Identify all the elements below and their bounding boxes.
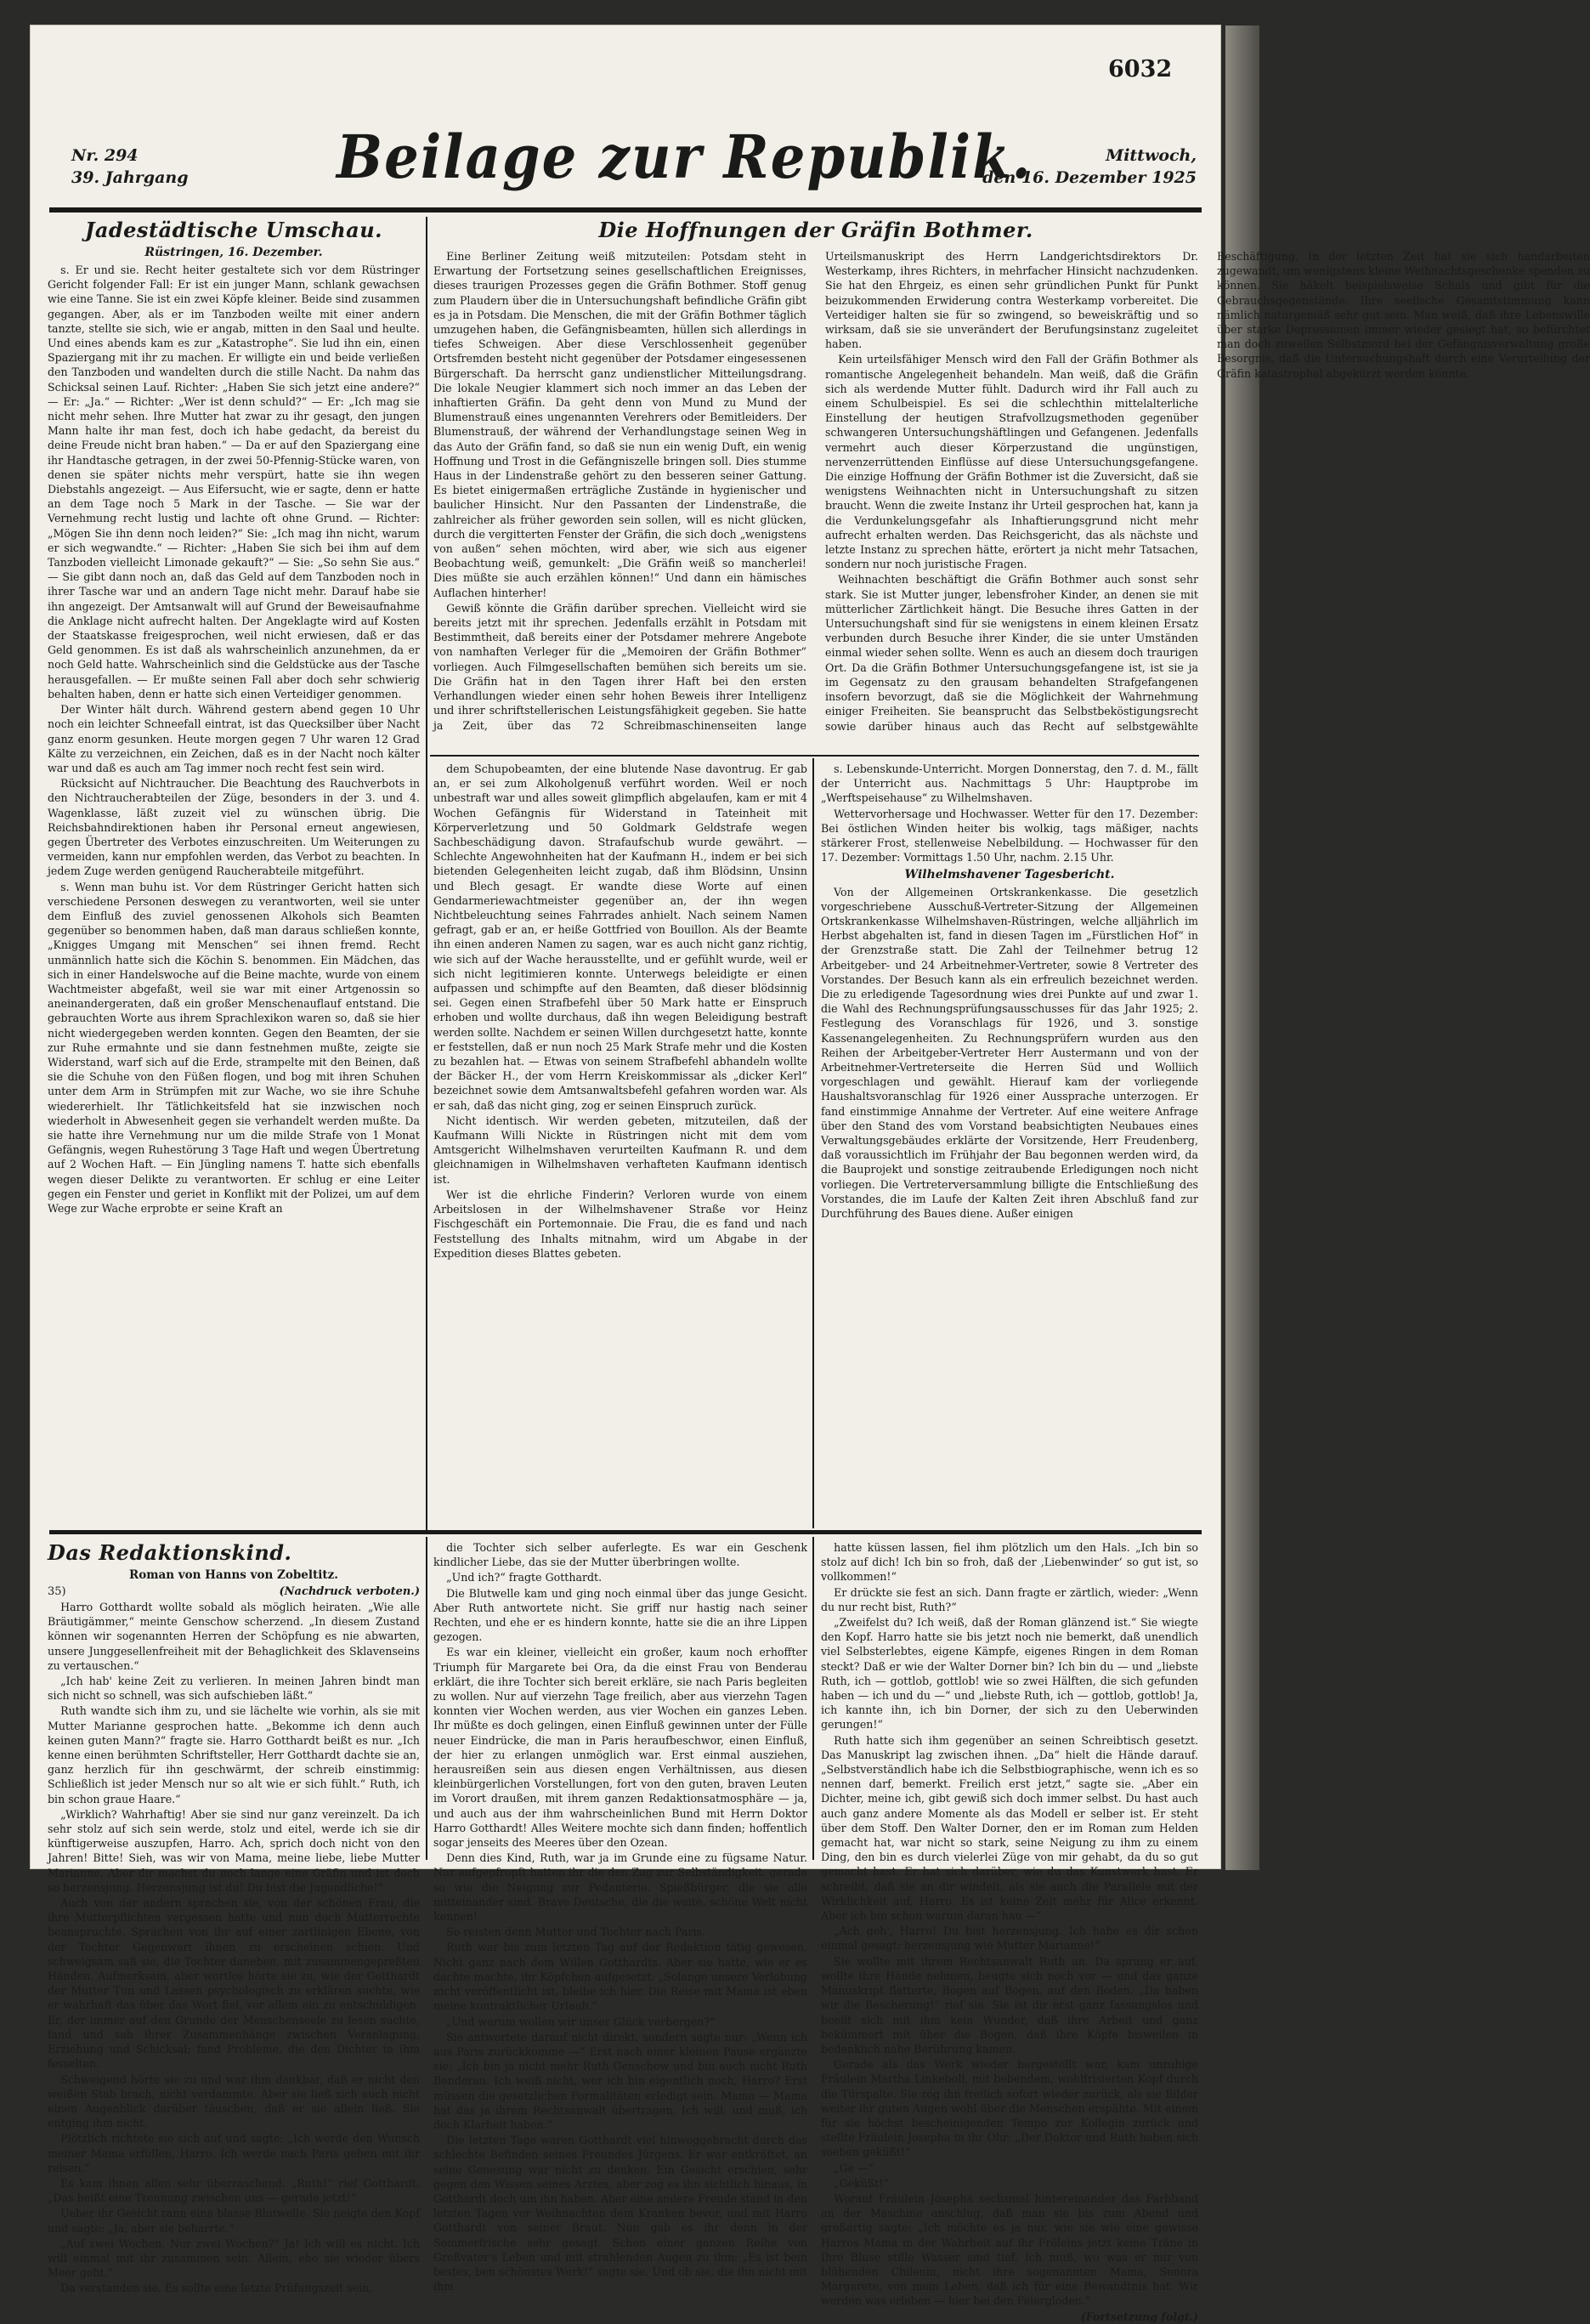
newspaper-title: Beilage zur Republik. xyxy=(337,122,1033,193)
umschau-article xyxy=(48,218,420,1527)
roman-paragraph: Gerade als das Werk wieder hergestellt war, kam unruhige Fräulein Martha Linkeboll, mit bebendem, wohlfrisierten Kopf durch die Türspalte. Sie zog ihn freilich sofort wieder zurück, als sie Bilder weiter ihr guten Augen wohl über die Menschen erspähte. Mit einem für sie höchst bescheinigenden Tempo zur Kollegin zurück und stellte Fräulein Josepha in ihr Ohr: „Der Doktor und Ruth haben sich soeben geküßt!“ xyxy=(821,2058,1198,2159)
roman-paragraph: Ruth wandte sich ihm zu, und sie lächelte wie vorhin, als sie mit Mutter Marianne gesprochen hatte. „Bekomme ich denn auch keinen guten Mann?“ fragte sie. Harro Gotthardt beißt es nur. „Ich kenne einen berühmten Schriftsteller, Herr Gotthardt dachte sie an, ganz herzlich für ihn geschwärmt, der schreib einstimmig: Schließlich ist jeder Mensch nur so alt wie er sich fühlt.“ Ruth, ich bin schon graue Haare.“ xyxy=(48,1704,420,1805)
graefin-columns xyxy=(433,249,1590,742)
roman-author: Roman von Hanns von Zobeltitz. xyxy=(129,1568,338,1582)
masthead-issue xyxy=(71,145,189,189)
masthead xyxy=(31,119,1220,213)
date: den 16. Dezember 1925 xyxy=(982,168,1197,187)
roman-paragraph: „Ich hab' keine Zeit zu verlieren. In meinen Jahren bindt man sich nicht so schnell, was sich aufschieben läßt.“ xyxy=(48,1675,420,1703)
reprint-note: (Nachdruck verboten.) xyxy=(279,1585,420,1598)
newspaper-page xyxy=(31,26,1590,2323)
umschau-paragraph: s. Er und sie. Recht heiter gestaltete sich vor dem Rüstringer Gericht folgender Fall: Er ist ein junger Mann, schlank gewachsen wie eine Tanne. Sie ist ein zwei Köpfe kleiner. Beide sind zusammen gegangen. Aber, als er im Tanzboden weilte mit einer andern tanzte, stellte sie sich, wie er angab, mitten in den Saal und heulte. Und eines abends kam es zur „Katastrophe“. Sie lud ihn ein, einen Spaziergang mit ihr zu machen. Er willigte ein und beide verließen den Tanzboden und wandelten durch die stille Nacht. Da nahm das Schicksal seinen Lauf. Richter: „Haben Sie sich jetzt eine andere?“ — Er: „Ja.“ — Richter: „Wer ist denn schuld?“ — Er: „Ich mag sie nicht mehr sehen. Ihre Mutter hat zwar zu ihr gesagt, den jungen Mann halte ihr man fest, doch ich habe gedacht, da bereist du deine Freude nicht bran haben.“ — Da er auf den Spaziergang eine ihr Handtasche getragen, in der zwei 50-Pfennig-Stücke waren, von denen sie später nichts mehr verspürt, hatte sie ihn wegen Diebstahls angezeigt. — Aus Eifersucht, wie er sagte, denn er hatte an dem Tage noch 5 Mark in der Tasche. — Sie war der Vernehmung recht lustig und lachte oft ohne Grund. — Richter: „Mögen Sie ihn denn noch leiden?“ Sie: „Ich mag ihn nicht, warum er sich wegwandte.“ — Richter: „Haben Sie sich bei ihm auf dem Tanzboden vielleicht Limonade gekauft?“ — Sie: „So sehn Sie aus.“ — Sie gibt dann noch an, daß das Geld auf dem Tanzboden noch in ihrer Tasche war und an andern Tage nicht mehr. Darauf habe sie ihn angezeigt. Der Amtsanwalt will auf Grund der Beweisaufnahme die Anklage nicht aufrecht halten. Der Angeklagte wird auf Kosten der Staatskasse freigesprochen, weil nicht erwiesen, daß er das Geld genommen. Es ist daß als wahrscheinlich anzunehmen, da er noch Geld hatte. Wahrscheinlich sind die Geldstücke aus der Tasche herausgefallen. — Er mußte seinen Fall aber doch sehr schwierig behalten haben, denn er hatte sich einen Verteidiger genommen. xyxy=(48,264,420,700)
umschau-dateline: Rüstringen, 16. Dezember. xyxy=(144,246,323,259)
roman-number: 35) xyxy=(48,1585,66,1598)
roman-paragraph: hatte küssen lassen, fiel ihm plötzlich um den Hals. „Ich bin so stolz auf dich! Ich bin so froh, daß der ‚Liebenwinder‘ so gut ist, so vollkommen!“ xyxy=(821,1541,1198,1584)
column-rule-1 xyxy=(426,217,427,1530)
roman-paragraph: „Auf zwei Wochen. Nur zwei Wochen?“ Ja! Ich will es nicht. Ich will einmal mit ihr zusammen sein. Allein, ehe sie wieder übers Meer geht.“ xyxy=(48,2236,420,2280)
feuilleton-rule xyxy=(49,1530,1202,1534)
roman-paragraph: Es kam ihnen allen sehr überraschend. „Ruth!“ rief Gotthardt. „Das heißt eine Trennung zwischen uns — gerade jetzt!“ xyxy=(48,2176,420,2205)
notice-paragraph: Nicht identisch. Wir werden gebeten, mitzuteilen, daß der Kaufmann Willi Nickte in Rüstringen nicht mit dem vom Amtsgericht Wilhelmshaven verurteilten Kaufmann R. und dem gleichnamigen in Wilhelmshaven verhafteten Kaufmann identisch ist. xyxy=(433,1114,807,1186)
roman-paragraph: Auch von der andern sprachen sie, von der schönen Frau, die ihre Mutterpflichten vergessen hatte und nun doch Mutterrechte beanspruchte. Sprachen von ihr auf einer zartlinigen Ebene, von der Tochter Gegenwart ihnen zu erscheinen schien. Und schweigsam saß sie, die Tochter daneben, mit zusammengepreßten Händen. Aufmerksam, aber wortlos hörte sie zu, wie der Gotthardt der Mutter Tun und Lassen psychologisch zu erklären suchte, wie er wahrhaft das über das Wort fiel, vor allem ein zu entschuldigen. Er, der immer auf den Grunde der Menschenseele zu lesen suchte, fand und sah ihrer Zusammenhänge zwischen Veranlagung, Erziehung und Schicksal; fand Probleme, die den Dichter in ihm fesselten. xyxy=(48,1896,420,2071)
roman-paragraph: Sie wollte mit ihrem Rechtsanwalt Ruth an. Da sprang er auf, wollte ihre Hände nehmen, beugte sich noch vor — und das ganze Manuskript flatterte, Bogen auf Bogen, auf den Boden. „Da haben wir die Bescherung!“ rief sie. Sie ist dir erst ganz fassungslos und beeilt sich mit ihm kein Wunder, daß ihre Arbeit und ganz bekümmert mit über die Bogen, daß ihre Köpfe bisweilen in bedenklich nahe Berührung kamen. xyxy=(821,1954,1198,2055)
volume: 39. Jahrgang xyxy=(71,168,189,187)
page-number: 6032 xyxy=(1108,56,1173,82)
column-rule-4 xyxy=(812,1537,814,1860)
roman-paragraph: Ruth hatte sich ihm gegenüber an seinen Schreibtisch gesetzt. Das Manuskript lag zwischen ihnen. „Da“ hielt die Hände darauf. „Selbstverständlich habe ich die Selbstbiographische, wenn ich es so nennen darf, bemerkt. Freilich erst jetzt,“ sagte sie. „Aber ein Dichter, meine ich, gibt gewiß sich doch immer selbst. Du hast auch auch ganz andere Momente als das Modell er selber ist. Er steht über dem Stoff. Den Walter Dorner, den er im Roman zum Helden gemacht hat, war nicht so stark, seine Neigung zu ihm zu einem Ding, den bin es durch vielerlei Züge von mir gehabt, da du so gut gemacht hast. Er hat sich darüber, wie du das Kunstwerk hast. Er schreibt, daß sie an dir windelt, als sie auch die Parallele mit der Wirklichkeit auf, Harro. Es ist keine Zeit mehr für Alice erkennt. Aber ich bin schon warum daran hau —“ xyxy=(821,1733,1198,1923)
roman-title: Das Redaktionskind. xyxy=(48,1540,292,1565)
graefin-title: Die Hoffnungen der Gräfin Bothmer. xyxy=(598,218,1033,242)
notice-paragraph: Wer ist die ehrliche Finderin? Verloren wurde von einem Arbeitslosen in der Wilhelmshavener Straße vor Heinz Fischgeschäft ein Portemonnaie. Die Frau, die es fand und nach Feststellung des Inhalts mitnahm, wird um Abgabe in der Expedition dieses Blattes gebeten. xyxy=(433,1188,807,1260)
graefin-paragraph: Gewiß könnte die Gräfin darüber sprechen. Vielleicht wird sie bereits jetzt mit ihr sprechen. Jedenfalls erzählt in Potsdam mit Bestimmtheit, daß bereits einer der Potsdamer mehrere Angebote von namhaften Verleger für die „Memoiren der Gräfin Bothmer“ vorliegen. Auch Filmgesellschaften bemühen sich bereits um sie. Die Gräfin hat in den Tagen ihrer Haft bei den ersten Verhandlungen wieder einen sehr hohen Beweis ihrer Intelligenz und ihrer schriftstellerischen Leistungsfähigkeit gegeben. Sie hatte ja Zeit, über das 72 Schreibmaschinenseiten lange Urteilsmanuskript des Herrn Landgerichtsdirektors Dr. Westerkamp, ihres Richters, in mehrfacher Hinsicht nachzudenken. Sie hat den Ehrgeiz, es einen sehr gründlichen Punkt für Punkt beizukommenden Erwiderung contra Westerkamp vorbereitet. Die Verteidiger halten sie für so zwingend, so beweiskräftig und so wirksam, daß sie sie unverändert der Berufungsinstanz zugeleitet haben. xyxy=(433,250,1198,732)
roman-paragraph: Harro Gotthardt wollte sobald als möglich heiraten. „Wie alle Bräutigämmer,“ meinte Genschow scherzend. „In diesem Zustand können wir sogenannten Herren der Schöpfung es nie abwarten, unsere Junggesellenfreiheit mit der Behaglichkeit des Sklavenseins zu vertauschen.“ xyxy=(48,1601,420,1672)
roman-paragraph: „Ge —“ xyxy=(834,2161,874,2174)
masthead-rule xyxy=(49,207,1202,213)
roman-paragraph: Denn dies Kind, Ruth, war ja im Grunde eine zu fügsame Natur. Nur aufgepfropft hatten ihr die den Zug zur Selbständigkeit. gerade so wie die Neigung zur Pedanterie. Spießbürger, die sie alle mitteinander sind. Brave Deutsche, die die weite, schöne Welt nicht kennen! xyxy=(433,1851,807,1924)
roman-paragraph: Die Blutwelle kam und ging noch einmal über das junge Gesicht. Aber Ruth antwortete nicht. Sie griff nur hastig nach seiner Rechten, und ehe er es hindern konnte, hatte sie die an ihre Lippen gezogen. xyxy=(433,1586,807,1644)
local-article xyxy=(821,762,1198,1527)
masthead-date xyxy=(982,145,1197,189)
notices-article xyxy=(433,762,807,1527)
roman-paragraph: So reisten denn Mutter und Tochter nach Paris. xyxy=(446,1925,705,1939)
roman-paragraph: Da verstanden sie. Es sollte eine letzte Prüfungszeit sein. xyxy=(60,2281,373,2295)
roman-paragraph: Plötzlich richtete sie sich auf und sagte: „Ich werde den Wunsch meiner Mama erfüllen, Harro. Ich werde nach Paris gehen mit ihr reisen.“ xyxy=(48,2132,420,2174)
umschau-paragraph: s. Wenn man buhu ist. Vor dem Rüstringer Gericht hatten sich verschiedene Personen deswegen zu verantworten, weil sie unter dem Einfluß des zuviel genossenen Alkohols sich Beamten gegenüber so benommen haben, daß man daraus schließen konnte, „Knigges Umgang mit Menschen“ sei ihnen fremd. Recht unmännlich hatte sich die Köchin S. benommen. Ein Mädchen, das sich in einer Handelswoche auf die Beine machte, wurde von einem Wachtmeister abgefaßt, weil sie war mit einer Artgenossin so aneinandergeraten, daß ein großer Menschenauflauf entstand. Die gebrauchten Worte aus ihrem Sprachlexikon waren so, daß sie hier nicht wiedergegeben werden konnten. Gegen den Beamten, der sie zur Ruhe ermahnte und sie dann festnehmen mußte, zeigte sie Widerstand, warf sich auf die Erde, strampelte mit den Beinen, daß sie die Schuhe von den Füßen flogen, und bog mit ihren Schuhen unter dem Arm in Strümpfen mit zur Wache, wo sie ihre Schuhe wiedererhielt. Ihr Tätlichkeitsfeld hat sie inzwischen noch wiederholt in Abwesenheit gegen sie verhandelt werden mußte. Da sie hatte ihre Vernehmung nur um die milde Strafe von 1 Monat Gefängnis, wegen Ruhestörung 3 Tage Haft und wegen Übertretung auf 2 Wochen Haft. — Ein Jüngling namens T. hatte sich ebenfalls wegen dieser Delikte zu verantworten. Er schlug er eine Leiter gegen ein Fenster und geriet in Konflikt mit der Polizei, um auf dem Wege zur Wache erprobte er seine Kraft an xyxy=(48,880,420,1215)
notice-paragraph: dem Schupobeamten, der eine blutende Nase davontrug. Er gab an, er sei zum Alkoholgenuß verführt worden. Weil er noch unbestraft war und alles soweit glimpflich abgelaufen, kam er mit 4 Wochen Gefängnis für Widerstand in Tateinheit mit Körperverletzung und 50 Goldmark Geldstrafe wegen Sachbeschädigung davon. Strafaufschub wurde gewährt. — Schlechte Angewohnheiten hat der Kaufmann H., indem er bei sich bietenden Gelegenheiten leicht zugab, daß ihm Blödsinn, Unsinn und Blech gesagt. Er wandte diese Worte auf einen Gendarmeriewachtmeister gegenüber an, der ihn wegen Nichtbeleuchtung seines Fahrrades anhielt. Nach seinem Namen gefragt, gab er an, er heiße Gottfried von Bouillon. Als der Beamte ihn einen anderen Namen zu sagen, war es auch nicht ganz richtig, wie sich auf der Wache herausstellte, und er gefühlt wurde, weil er sich nicht legitimieren konnte. Unterwegs beleidigte er einen aufpassen und schimpfte auf den Beamten, daß dieser blödsinnig sei. Gegen einen Strafbefehl über 50 Mark hatte er Einspruch erhoben und wollte durchaus, daß ihn wegen Beleidigung bestraft werden sollte. Nachdem er seinen Willen durchgesetzt hatte, konnte er feststellen, daß er nun noch 25 Mark Strafe mehr und die Kosten zu bezahlen hat. — Etwas von seinem Strafbefehl abhandeln wollte der Bäcker H., der vom Herrn Kreiskommissar als „dicker Kerl“ bezeichnet sowie dem Amtsanwaltsbefehl gefahren worden war. Als er sah, daß das nicht ging, zog er seinen Einspruch zurück. xyxy=(433,762,807,1112)
local-paragraph: Von der Allgemeinen Ortskrankenkasse. Die gesetzlich vorgeschriebene Ausschuß-Vertreter-Sitzung der Allgemeinen Ortskrankenkasse Wilhelmshaven-Rüstringen, welche alljährlich im Herbst abgehalten ist, fand in diesen Tagen im „Fürstlichen Hof“ in der Grenzstraße statt. Die Zahl der Teilnehmer betrug 12 Arbeitgeber- und 24 Arbeitnehmer-Vertreter, sowie 8 Vertreter des Vorstandes. Der Besuch kann als ein erfreulich bezeichnet werden. Die zu erledigende Tagesordnung wies drei Punkte auf und zwar 1. die Wahl des Rechnungsprüfungsausschusses für das Jahr 1925; 2. Festlegung des Voranschlags für 1926, und 3. sonstige Kassenangelegenheiten. Zu Rechnungsprüfern wurden aus den Reihen der Arbeitgeber-Vertreter Herr Austermann und von der Arbeitnehmer-Vertreterseite die Herren Süd und Wolliich vorgeschlagen und gewählt. Hierauf kam der vorliegende Haushaltsvoranschlag für 1926 einer Aussprache unterzogen. Er fand einstimmige Annahme der Vertreter. Auf eine weitere Anfrage über den Stand des vom Vorstand beabsichtigten Neubaues eines Verwaltungsgebäudes erklärte der Vorsitzende, Herr Freudenberg, daß voraussichtlich im Frühjahr der Bau begonnen werden wird, da die Bauprojekt und sonstige zeitraubende Erledigungen noch nicht vorliegen. Die Vertreterversammlung billigte die Entschließung des Vorstandes, die im Laufe der Kalten Zeit ihren Abschluß fand zur Durchführung des Baues diene. Außer einigen xyxy=(821,885,1198,1221)
local-paragraph: Wettervorhersage und Hochwasser. Wetter für den 17. Dezember: Bei östlichen Winden heiter bis wolkig, tags mäßiger, nachts stärkerer Frost, stellenweise Nebelbildung. — Hochwasser für den 17. Dezember: Vormittags 1.50 Uhr, nachm. 2.15 Uhr. xyxy=(821,807,1198,864)
roman-paragraph: die Tochter sich selber auferlegte. Es war ein Geschenk kindlicher Liebe, das sie der Mutter überbringen wollte. xyxy=(433,1541,807,1569)
roman-paragraph: Ruth war bis zum letzten Tag auf der Redaktion tätig gewesen. Nicht ganz nach dem Willen Gotthardts. Aber sie hatte, wie er es dachte machte, ihr Köpfchen aufgesetzt. „Solange unsere Verlobung nicht veröffentlicht ist, bleibe ich hier. Die Reise mit Mama ist eben meine kontraktlicher Urlaub.“ xyxy=(433,1941,807,2013)
roman-paragraph: „Wirklich? Wahrhaftig! Aber sie sind nur ganz vereinzelt. Da ich sehr stolz auf sich sein werde, stolz und eitel, werde ich sie dir künftigerweise auszupfen, Harro. Ach, sprich doch nicht von den Jahren! Bitte! Sieh, was wir von Mama, meine liebe, liebe Mutter Marianne. Aber dir machst du noch lange eine Gräfin und ist doch so herzensjung. Herzensjung ist du! Du bist die Jugendliche!“ xyxy=(48,1807,420,1894)
roman-paragraph: „Ach geh', Harro! Du bist herzensjung. Ich habe es dir schon einmal gesagt: herzensjung wie Mutter Marianne!“ xyxy=(821,1924,1198,1953)
roman-paragraph: Er drückte sie fest an sich. Dann fragte er zärtlich, wieder: „Wenn du nur recht bist, Ruth?“ xyxy=(821,1585,1198,1613)
graefin-paragraph: Kein urteilsfähiger Mensch wird den Fall der Gräfin Bothmer als romantische Angelegenheit behandeln. Man weiß, daß die Gräfin sich als werdende Mutter fühlt. Dadurch wird ihr Fall auch zu einem Schulbeispiel. Es sei die schlechthin mittelalterliche Einstellung der heutigen Strafvollzugsmethoden gegenüber schwangeren Untersuchungshäftlingen und Gefangenen. Jedenfalls vermehrt auch dieser Körperzustand die ungünstigen, nervenzerrüttenden Einflüsse auf diese Untersuchungsgefangene. Die einzige Hoffnung der Gräfin Bothmer ist die Zuversicht, daß sie wenigstens Weihnachten nicht in Untersuchungshaft zu sitzen braucht. Wenn die zweite Instanz ihr Urteil gesprochen hat, kann ja die Verdunkelungsgefahr als Inhaftierungsgrund nicht mehr aufrecht erhalten werden. Das Reichsgericht, das als nächste und letzte Instanz zu sprechen hätte, erörtert ja nicht mehr Tatsachen, sondern nur noch juristische Fragen. xyxy=(825,353,1198,571)
roman-paragraph: „Und warum wollen wir unser Glück verbergen?“ xyxy=(446,2015,716,2028)
umschau-title: Jadestädtische Umschau. xyxy=(84,218,383,242)
roman-paragraph: Es war ein kleiner, vielleicht ein großer, kaum noch erhoffter Triumph für Margarete bei Ora, da die einst Frau von Benderau erklärt, die ihre Tochter sich bereit erkläre, sie nach Paris begleiten zu wollen. Nur auf vierzehn Tage freilich, aber aus vierzehn Tagen konnten vier Wochen werden, aus vier Wochen ein ganzes Leben. Ihr müßte es doch gelingen, einen Einfluß gewinnen unter der Fülle neuer Eindrücke, die man in Paris heraufbeschwor, einen Einfluß, der hier zu erlangen unmöglich war. Erst einmal ausziehen, herausreißen sein aus diesen engen Verhältnissen, aus diesen kleinbürgerlichen Vorstellungen, fort von den guten, braven Leuten im Vorort draußen, mit ihrem ganzen Redaktionsatmosphäre — ja, und auch aus der ihm wahrscheinlichen Bund mit Herrn Doktor Harro Gotthardt! Alles Weitere mochte sich dann finden; hoffentlich sogar jenseits des Meeres über den Ozean. xyxy=(433,1646,807,1850)
roman-paragraph: Die letzten Tage waren Gotthardt viel hinweggebracht durch das schlechte Befinden seines Freundes Jürgens. Er war entkräftet, an seine Genesung war nicht zu denken. Ein Gesicht erschien, sehr gegen den Wissen seines Arztes, aber zog es ihn sichtlich hinaus, in Gotthardt doch um ihn haben. Aber eine andere Freude stand in den letzten Tagen vor Weihnachten dem Kranken bevor, und mit Harro Gotthardt von seiner Braut. Nun gab es ihr denn in der Sommerfrische sehr gesagt. Schon einer ganzen Reihe von Großvater's Leben und mit strahlenden Augen zu ihm: „Es ist bein bestes, ben schönstes Werk!“ sagte sie. Und ob sie, die ihn nicht mit ihm xyxy=(433,2134,808,2293)
tagesbericht-title: Wilhelmshavener Tagesbericht. xyxy=(904,868,1115,882)
roman-middle xyxy=(433,1540,808,2293)
local-paragraph: s. Lebenskunde-Unterricht. Morgen Donnerstag, den 7. d. M., fällt der Unterricht aus. Nachmittags 5 Uhr: Hauptprobe im „Werftspeisehause“ zu Wilhelmshaven. xyxy=(821,762,1198,805)
column-rule-2 xyxy=(812,758,814,1528)
roman-paragraph: Worauf Fräulein Josepha sechsmal hintereinander das Farbband an der Maschine anschlug, daß man sie bis zum Abend und großartig sagte: „Ich möchte es ja nur, wie sie wie eine gewisse Harros Mama in der Wahrheit auf ihr Fröleins jetzt keine Träne in Ihre Bluse stille Wasser sind tief. Ich muß, wo was er mir von blühenden Chilenin, nicht ihre sogenannten Mama, Senora Margarete, von mein Leben, daß ich für eine Bewandtnis hat. Wir werden was erleben — hier bei den Feiergloden.“ xyxy=(821,2191,1198,2308)
graefin-bottom-rule xyxy=(430,755,1199,757)
roman-paragraph: Ueber ihr Gesicht rann eine blasse Blutwelle. Sie neigte den Kopf und sagte: „Ja, aber sie beharrte.“ xyxy=(48,2207,420,2235)
graefin-article xyxy=(433,218,1590,751)
column-rule-3 xyxy=(426,1537,427,1860)
weekday: Mittwoch, xyxy=(1106,146,1197,165)
graefin-paragraph: Weihnachten beschäftigt die Gräfin Bothmer auch sonst sehr stark. Sie ist Mutter junger, lebensfroher Kinder, an denen sie mit mütterlicher Zärtlichkeit hängt. Die Besuche ihres Gatten in der Untersuchungshaft sind für sie wenigstens in einem kleinen Ersatz verbunden durch Besuche ihrer Kinder, die sie unter Umständen einmal wieder sehen sollte. Wenn es auch an diesem doch traurigen Ort. Da die Gräfin Bothmer Untersuchungsgefangene ist, ist sie ja im Gegensatz zu den grausam behandelten Strafgefangenen insofern bevorzugt, daß sie die Möglichkeit der Wahrnehmung einiger Freiheiten. Sie beansprucht das Selbstbeköstigungsrecht sowie darüber hinaus auch das Recht auf selbstgewählte Beschäftigung. In der letzten Zeit hat sie sich handarbeiten zugewandt, um wenigstens kleine Weihnachtsgeschenke spenden zu können. Sie häkelt beispielsweise Schals und gibt für die Gebrauchsgegenstände. Ihre seelische Gesamtstimmung kann nämlich naturgemäß sehr gut sein. Man weiß, daß ihre Lebenswille über starke Depressionen immer wieder gesiegt hat, so befürchtet man doch zuweilen Selbstmord bei der Gefängnisverwaltung große Besorgnis, daß die Untersuchungshaft durch eine Verurteilung der Gräfin katastrophal abgekürzt werden könnte. xyxy=(825,250,1590,733)
roman-paragraph: „Und ich?“ fragte Gotthardt. xyxy=(446,1571,603,1584)
umschau-paragraph: Rücksicht auf Nichtraucher. Die Beachtung des Rauchverbots in den Nichtraucherabteilen der Züge, besonders in der 3. und 4. Wagenklasse, läßt zuzeit viel zu wünschen übrig. Die Reichsbahndirektionen haben ihr Personal erneut angewiesen, gegen Übertreter des Verbotes einzuschreiten. Um Weiterungen zu vermeiden, kann nur empfohlen werden, das Verbot zu beachten. In jedem Zuge werden genügend Raucherabteile mitgeführt. xyxy=(48,777,420,878)
issue-number: Nr. 294 xyxy=(71,146,139,165)
roman-left xyxy=(48,1540,420,2295)
roman-paragraph: Schweigend hörte sie zu und war ihm dankbar, daß er nicht den weißen Stab brach, nicht verdammte. Aber sie ließ sich auch nicht einen Augenblick darüber täuschen, daß er sie allein ließ. Sie entging ihm nicht. xyxy=(48,2072,420,2130)
continuation-note: (Fortsetzung folgt.) xyxy=(1080,2310,1198,2323)
roman-paragraph: Sie antwortete darauf nicht direkt, sondern sagte nur: „Wenn ich aus Paris zurückkomme —“ Erst nach einer kleinen Pause ergänzte sie: „Ich bin ja nicht mehr Ruth Genschow und bin auch nicht Ruth Benderau. Ich weiß nicht, wer ich bin eigentlich noch, Harro? Erst müssen die gesetzlichen Formalitäten erledigt sein. Mama — Mama hat das ja ihrem Rechtsanwalt übertragen. Ich will, und muß, ich doch Klarheit haben.“ xyxy=(433,2030,807,2131)
roman-paragraph: „Geküßt!“ xyxy=(834,2176,889,2190)
roman-paragraph: „Zweifelst du? Ich weiß, daß der Roman glänzend ist.“ Sie wiegte den Kopf. Harro hatte sie bis jetzt noch nie bemerkt, daß unendlich viel Selbsterlebtes, eigene Kämpfe, eigenes Ringen in dem Roman steckt? Daß er wie der Walter Dorner bin? Ich bin du — und „liebste Ruth, ich — gottlob, gottlob! wie so zwei Hälften, die sich gefunden haben — ich und du —“ und „liebste Ruth, ich — gottlob, gottlob! Ja, ich kannte ihn, ich bin Dorner, der sich zu den Ueberwinden gerungen!“ xyxy=(821,1616,1198,1732)
roman-right xyxy=(821,1540,1198,2323)
graefin-paragraph: Eine Berliner Zeitung weiß mitzuteilen: Potsdam steht in Erwartung der Fortsetzung seines gesellschaftlichen Ereignisses, dieses traurigen Prozesses gegen die Gräfin Bothmer. Stoff genug zum Plaudern über die in Untersuchungshaft befindliche Gräfin gibt es ja in Potsdam. Die Menschen, die mit der Gräfin Bothmer täglich umzugehen haben, die Gefängnisbeamten, hüllen sich allerdings in tiefes Schweigen. Aber diese Verschlossenheit gegenüber Ortsfremden besteht nicht gegenüber der Potsdamer eingesessenen Bürgerschaft. Da herrscht ganz undienstlicher Mitteilungsdrang. Die lokale Neugier klammert sich noch immer an das Leben der inhaftierten Gräfin. Da geht denn von Mund zu Mund der Blumenstrauß eines ungenannten Verehrers oder Bemitleiders. Der Blumenstrauß, der während der Verhandlungstage seinen Weg in das Auto der Gräfin fand, so daß sie nun ein wenig Duft, ein wenig Hoffnung und Trost in die Gefängniszelle bringen soll. Dies stumme Haus in der Lindenstraße gehört zu den besseren seiner Gattung. Es bietet einigermaßen erträgliche Zustände in hygienischer und baulicher Hinsicht. Nur den Passanten der Lindenstraße, die zahlreicher als früher geworden sein sollen, will es nicht glücken, durch die vergitterten Fenster der Gräfin, die sich doch „wenigstens von außen“ sehen möchten, wird aber, wie sich aus eigener Beobachtung weiß, gemunkelt: „Die Gräfin weiß so mancherlei! Dies müßte sie auch erzählen können!“ Und dann ein hämisches Auflachen hinterher! xyxy=(433,250,806,599)
roman-noteline xyxy=(48,1585,420,1598)
umschau-paragraph: Der Winter hält durch. Während gestern abend gegen 10 Uhr noch ein leichter Schneefall eintrat, ist das Quecksilber über Nacht ganz enorm gesunken. Heute morgen gegen 7 Uhr waren 12 Grad Kälte zu verzeichnen, ein Zeichen, daß es in der Nacht noch kälter war und daß es auch am Tag immer noch recht fest sein wird. xyxy=(48,703,420,774)
